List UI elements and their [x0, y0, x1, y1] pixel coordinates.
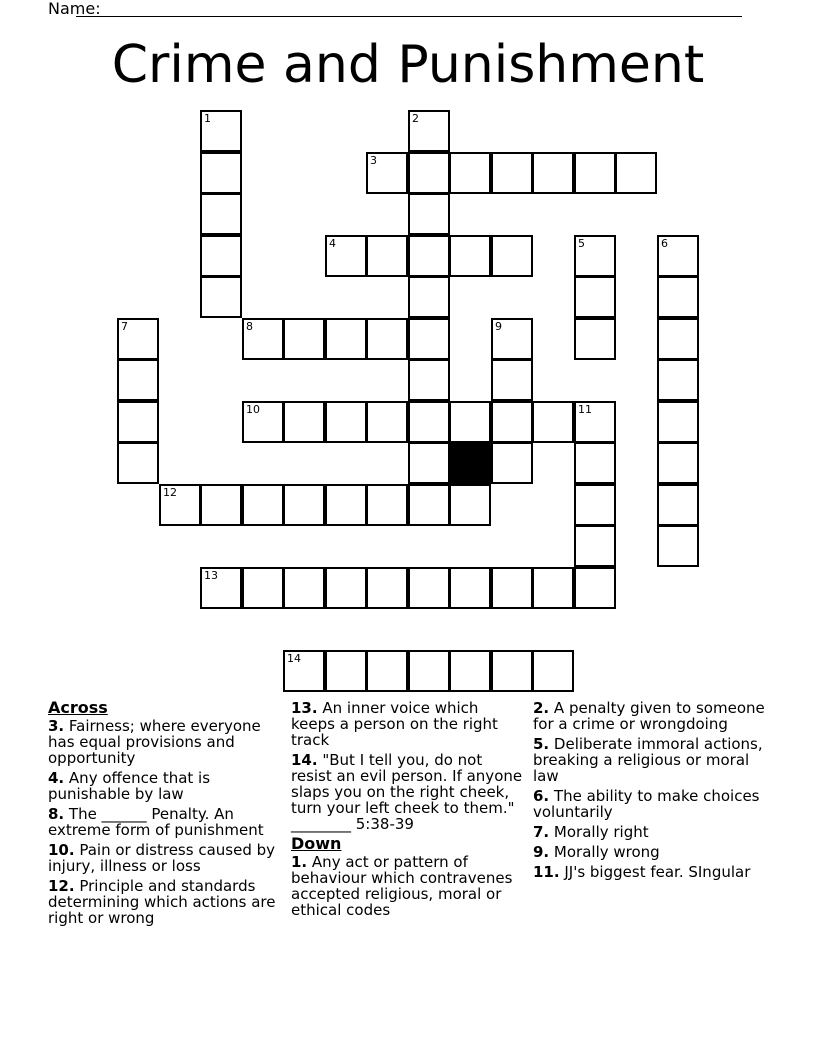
grid-cell[interactable]	[657, 484, 699, 526]
clue-number: 7	[121, 320, 128, 333]
grid-cell[interactable]	[449, 650, 491, 692]
grid-cell[interactable]	[657, 442, 699, 484]
clue-column-3	[533, 700, 773, 884]
grid-cell[interactable]	[657, 235, 699, 277]
clue-down-6: 6. The ability to make choices voluntarily	[533, 787, 760, 821]
grid-cell[interactable]	[283, 401, 325, 443]
clue-number: 12	[163, 486, 177, 499]
grid-cell[interactable]	[408, 442, 450, 484]
grid-cell[interactable]	[117, 359, 159, 401]
clue-across-13: 13. An inner voice which keeps a person on the right track	[291, 699, 498, 749]
grid-cell[interactable]	[574, 401, 616, 443]
clue-across-10: 10. Pain or distress caused by injury, illness or loss	[48, 841, 276, 875]
clue-number: 9	[495, 320, 502, 333]
grid-cell[interactable]	[366, 484, 408, 526]
clue-number: 5	[578, 237, 585, 250]
clue-number: 1	[204, 112, 211, 125]
grid-cell[interactable]	[408, 318, 450, 360]
grid-cell[interactable]	[200, 484, 242, 526]
clue-across-8: 8. The ______ Penalty. An extreme form of punishment	[48, 805, 264, 839]
grid-cell[interactable]	[657, 525, 699, 567]
grid-cell[interactable]	[325, 484, 367, 526]
grid-cell[interactable]	[408, 567, 450, 609]
grid-cell[interactable]	[325, 401, 367, 443]
grid-cell[interactable]	[491, 442, 533, 484]
page-title: Crime and Punishment	[111, 35, 705, 95]
grid-cell[interactable]	[117, 442, 159, 484]
grid-cell[interactable]	[408, 235, 450, 277]
grid-cell[interactable]	[242, 318, 284, 360]
grid-cell[interactable]	[657, 276, 699, 318]
grid-cell[interactable]	[532, 401, 574, 443]
grid-cell[interactable]	[408, 193, 450, 235]
grid-cell[interactable]	[366, 401, 408, 443]
grid-cell[interactable]	[283, 650, 325, 692]
grid-cell[interactable]	[532, 567, 574, 609]
grid-cell[interactable]	[283, 318, 325, 360]
clue-number: 4	[329, 237, 336, 250]
grid-cell[interactable]	[574, 484, 616, 526]
grid-cell[interactable]	[325, 235, 367, 277]
grid-cell[interactable]	[242, 401, 284, 443]
grid-cell[interactable]	[574, 152, 616, 194]
grid-cell[interactable]	[532, 152, 574, 194]
grid-cell[interactable]	[491, 318, 533, 360]
grid-cell[interactable]	[200, 567, 242, 609]
grid-cell[interactable]	[491, 359, 533, 401]
clue-down-2: 2. A penalty given to someone for a crime or wrongdoing	[533, 699, 765, 733]
clue-number: 6	[661, 237, 668, 250]
grid-cell[interactable]	[491, 650, 533, 692]
grid-cell[interactable]	[242, 567, 284, 609]
grid-cell[interactable]	[491, 401, 533, 443]
grid-cell[interactable]	[283, 567, 325, 609]
name-label: Name:	[48, 0, 101, 18]
grid-cell[interactable]	[283, 484, 325, 526]
grid-cell[interactable]	[200, 110, 242, 152]
clue-column-2	[291, 700, 523, 922]
grid-cell[interactable]	[491, 152, 533, 194]
grid-cell[interactable]	[615, 152, 657, 194]
clue-across-12: 12. Principle and standards determining which actions are right or wrong	[48, 877, 276, 927]
grid-cell[interactable]	[200, 193, 242, 235]
clue-number: 11	[578, 403, 592, 416]
clue-down-11: 11. JJ's biggest fear. SIngular	[533, 863, 751, 881]
clue-number: 3	[370, 154, 377, 167]
down-heading: Down	[291, 834, 342, 853]
grid-cell[interactable]	[574, 235, 616, 277]
grid-cell[interactable]	[449, 401, 491, 443]
grid-cell[interactable]	[200, 235, 242, 277]
clue-column-1	[48, 700, 280, 930]
grid-cell[interactable]	[657, 318, 699, 360]
black-cell	[449, 442, 491, 484]
grid-cell[interactable]	[408, 650, 450, 692]
grid-cell[interactable]	[117, 401, 159, 443]
clue-across-3: 3. Fairness; where everyone has equal provisions and opportunity	[48, 717, 261, 767]
clue-number: 14	[287, 652, 301, 665]
grid-cell[interactable]	[657, 401, 699, 443]
grid-cell[interactable]	[325, 567, 367, 609]
grid-cell[interactable]	[574, 276, 616, 318]
clue-number: 2	[412, 112, 419, 125]
grid-cell[interactable]	[408, 401, 450, 443]
grid-cell[interactable]	[574, 525, 616, 567]
clue-down-7: 7. Morally right	[533, 823, 649, 841]
grid-cell[interactable]	[200, 276, 242, 318]
grid-cell[interactable]	[491, 567, 533, 609]
grid-cell[interactable]	[366, 235, 408, 277]
grid-cell[interactable]	[117, 318, 159, 360]
clue-number: 13	[204, 569, 218, 582]
grid-cell[interactable]	[159, 484, 201, 526]
grid-cell[interactable]	[574, 442, 616, 484]
grid-cell[interactable]	[408, 110, 450, 152]
grid-cell[interactable]	[408, 359, 450, 401]
grid-cell[interactable]	[366, 318, 408, 360]
grid-cell[interactable]	[325, 650, 367, 692]
grid-cell[interactable]	[408, 152, 450, 194]
grid-cell[interactable]	[242, 484, 284, 526]
grid-cell[interactable]	[449, 567, 491, 609]
grid-cell[interactable]	[408, 276, 450, 318]
grid-cell[interactable]	[366, 152, 408, 194]
grid-cell[interactable]	[366, 650, 408, 692]
clue-number: 10	[246, 403, 260, 416]
grid-cell[interactable]	[574, 567, 616, 609]
grid-cell[interactable]	[449, 235, 491, 277]
clue-number: 8	[246, 320, 253, 333]
grid-cell[interactable]	[491, 235, 533, 277]
clue-down-1: 1. Any act or pattern of behaviour which contravenes accepted religious, moral or ethical codes	[291, 853, 513, 919]
grid-cell[interactable]	[532, 650, 574, 692]
grid-cell[interactable]	[408, 484, 450, 526]
clue-down-9: 9. Morally wrong	[533, 843, 660, 861]
grid-cell[interactable]	[574, 318, 616, 360]
clue-across-14: 14. "But I tell you, do not resist an evil person. If anyone slaps you on the right cheek, turn your left cheek to them." ________ 5:38-39	[291, 751, 523, 833]
across-heading: Across	[48, 698, 108, 717]
clue-across-4: 4. Any offence that is punishable by law	[48, 769, 211, 803]
clue-down-5: 5. Deliberate immoral actions, breaking a religious or moral law	[533, 735, 763, 785]
grid-cell[interactable]	[366, 567, 408, 609]
grid-cell[interactable]	[449, 152, 491, 194]
grid-cell[interactable]	[325, 318, 367, 360]
grid-cell[interactable]	[657, 359, 699, 401]
grid-cell[interactable]	[200, 152, 242, 194]
grid-cell[interactable]	[449, 484, 491, 526]
